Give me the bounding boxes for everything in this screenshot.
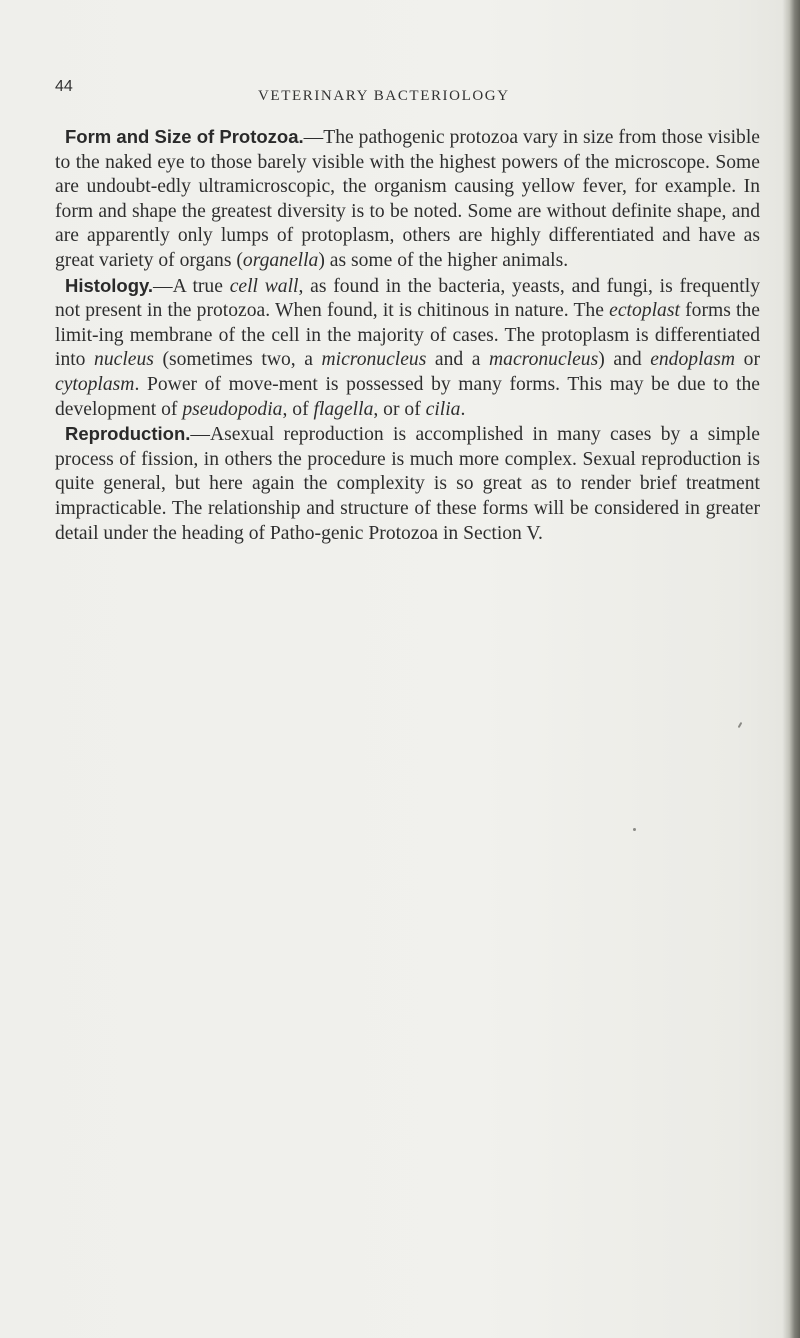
italic-term: flagella xyxy=(313,398,374,420)
body-text xyxy=(55,125,760,546)
text-run: . xyxy=(460,398,466,420)
italic-term: cytoplasm xyxy=(55,373,135,395)
running-head xyxy=(0,78,800,102)
italic-term: endoplasm xyxy=(650,349,736,371)
italic-term: micronucleus xyxy=(321,349,427,371)
text-run: , or of xyxy=(373,398,426,420)
binding-edge xyxy=(782,0,800,1338)
paragraph-heading: Form and Size of Protozoa. xyxy=(65,126,304,147)
italic-term: pseudopodia xyxy=(182,398,283,420)
text-run: —A true xyxy=(153,275,230,297)
italic-term: nucleus xyxy=(94,349,154,371)
italic-term: macronucleus xyxy=(489,349,599,371)
paper-speck xyxy=(738,722,743,728)
paragraph-histology xyxy=(55,274,760,423)
text-run: forms the limit-ing membrane of the cell in the majority of cases. The protoplasm is differentiated into xyxy=(55,300,760,371)
paragraph-heading: Histology. xyxy=(65,274,154,296)
text-run: (sometimes two, a xyxy=(153,349,322,371)
paragraph-form-and-size xyxy=(55,125,760,274)
paragraph-body xyxy=(55,276,760,420)
text-run: —Asexual reproduction is accomplished in many cases by a simple process of fission, in others the procedure is much more complex. Sexual reproduction is quite general, but here again the complexity is so great as to render brief treatment impracticable. The relationship and structure of these forms will be considered in greater detail under the heading of Patho-genic Protozoa in Section V. xyxy=(55,424,760,544)
paper-speck xyxy=(633,828,636,831)
text-run: . Power of move-ment is possessed by many forms. This may be due to the development of xyxy=(55,373,760,420)
text-run: or xyxy=(735,349,760,371)
paragraph-body xyxy=(55,127,760,271)
text-run: ) as some of the higher animals. xyxy=(318,249,569,271)
text-run: , as found in the bacteria, yeasts, and fungi, is frequently not present in the protozoa. When found, it is chitinous in nature. The xyxy=(55,275,760,322)
text-run: —The pathogenic protozoa vary in size from those visible to the naked eye to those barely visible with the highest powers of the microscope. Some are undoubt-edly ultramicroscopic, the organism causing yellow fever, for example. In form and shape the greatest diversity is to be noted. Some are without definite shape, and are apparently only lumps of protoplasm, others are highly differentiated and have as great variety of organs ( xyxy=(55,127,760,271)
italic-term: organella xyxy=(242,249,319,271)
page-number: 44 xyxy=(55,78,73,95)
italic-term: cell wall xyxy=(229,275,299,297)
running-title: VETERINARY BACTERIOLOGY xyxy=(258,88,510,104)
paragraph-reproduction xyxy=(55,422,760,546)
paragraph-heading: Reproduction. xyxy=(65,423,191,445)
italic-term: cilia xyxy=(425,398,461,420)
text-run: , of xyxy=(282,398,314,420)
text-run: ) and xyxy=(598,349,651,371)
text-run: and a xyxy=(426,349,490,371)
italic-term: ectoplast xyxy=(609,300,680,322)
